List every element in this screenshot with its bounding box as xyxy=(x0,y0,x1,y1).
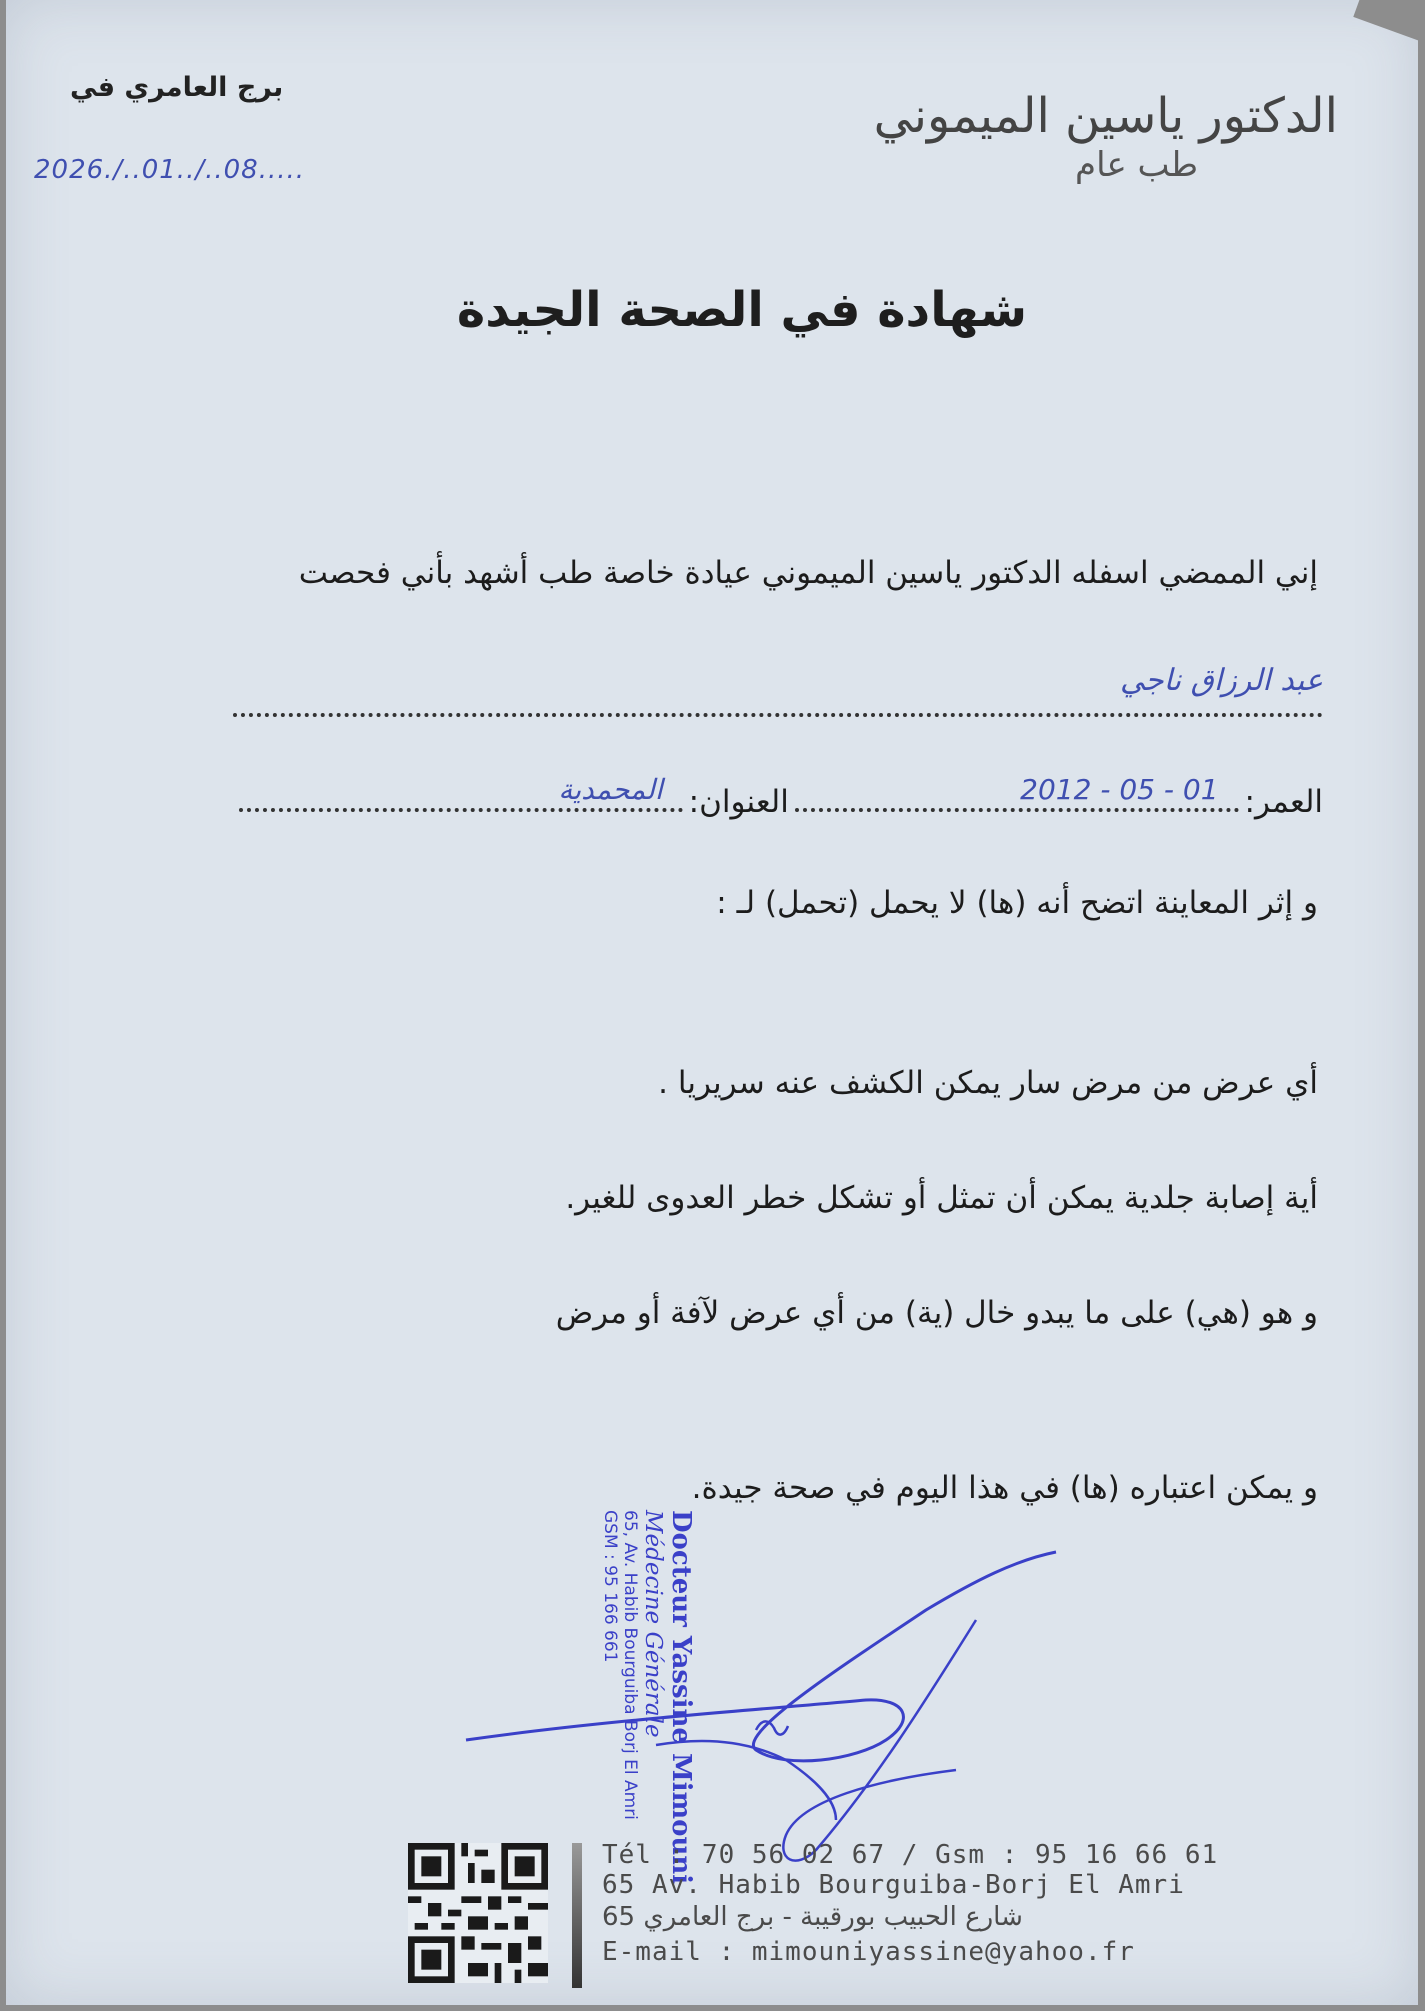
conclusion-line: و يمكن اعتباره (ها) في هذا اليوم في صحة جيدة. xyxy=(691,1470,1318,1506)
examination-line: و إثر المعاينة اتضح أنه (ها) لا يحمل (تحمل) لـ : xyxy=(716,885,1318,921)
stamp-speciality: Médecine Générale xyxy=(640,1510,666,1738)
footer-phones: Tél : 70 56 02 67 / Gsm : 95 16 66 61 xyxy=(602,1840,1219,1870)
patient-name-field xyxy=(233,665,1323,717)
address-label: العنوان: xyxy=(688,784,789,820)
condition-line-3: و هو (هي) على ما يبدو خال (ية) من أي عرض لآفة أو مرض xyxy=(555,1295,1318,1331)
declaration-line: إني الممضي اسفله الدكتور ياسين الميموني عيادة خاصة طب أشهد بأني فحصت xyxy=(298,555,1318,591)
footer-email: E-mail : mimouniyassine@yahoo.fr xyxy=(602,1937,1135,1967)
stamp-address: 65, Av. Habib Bourguiba Borj El Amri xyxy=(620,1510,640,1820)
footer-address-ar: 65 شارع الحبيب بورقيبة - برج العامري xyxy=(602,1902,1023,1932)
handwritten-date: 2026./..01../..08..... xyxy=(34,155,306,185)
doctor-speciality: طب عام xyxy=(1075,145,1198,185)
address-value: المحمدية xyxy=(558,773,663,806)
signature xyxy=(456,1550,1076,1870)
age-field xyxy=(795,773,1239,812)
footer-address-fr: 65 Av. Habib Bourguiba-Borj El Amri xyxy=(602,1870,1185,1900)
age-value: 01 - 05 - 2012 xyxy=(1020,773,1219,806)
address-field xyxy=(239,773,683,812)
condition-line-1: أي عرض من مرض سار يمكن الكشف عنه سريريا . xyxy=(658,1065,1318,1101)
place-label: برج العامري في xyxy=(70,72,284,103)
certificate-sheet xyxy=(6,0,1418,2005)
patient-name: عبد الرزاق ناجي xyxy=(1120,663,1323,698)
age-label: العمر: xyxy=(1244,784,1323,820)
doctor-name: الدكتور ياسين الميموني xyxy=(873,88,1338,144)
stamp-gsm: GSM : 95 166 661 xyxy=(600,1510,620,1663)
age-address-row xyxy=(233,772,1323,820)
folded-corner xyxy=(1353,0,1418,41)
qr-code xyxy=(408,1843,548,1983)
doctor-stamp xyxy=(600,1510,696,1884)
stamp-name: Docteur Yassine Mimouni xyxy=(666,1510,696,1885)
footer-divider xyxy=(572,1843,582,1988)
certificate-title: شهادة في الصحة الجيدة xyxy=(456,282,1028,338)
condition-line-2: أية إصابة جلدية يمكن أن تمثل أو تشكل خطر العدوى للغير. xyxy=(565,1180,1318,1216)
